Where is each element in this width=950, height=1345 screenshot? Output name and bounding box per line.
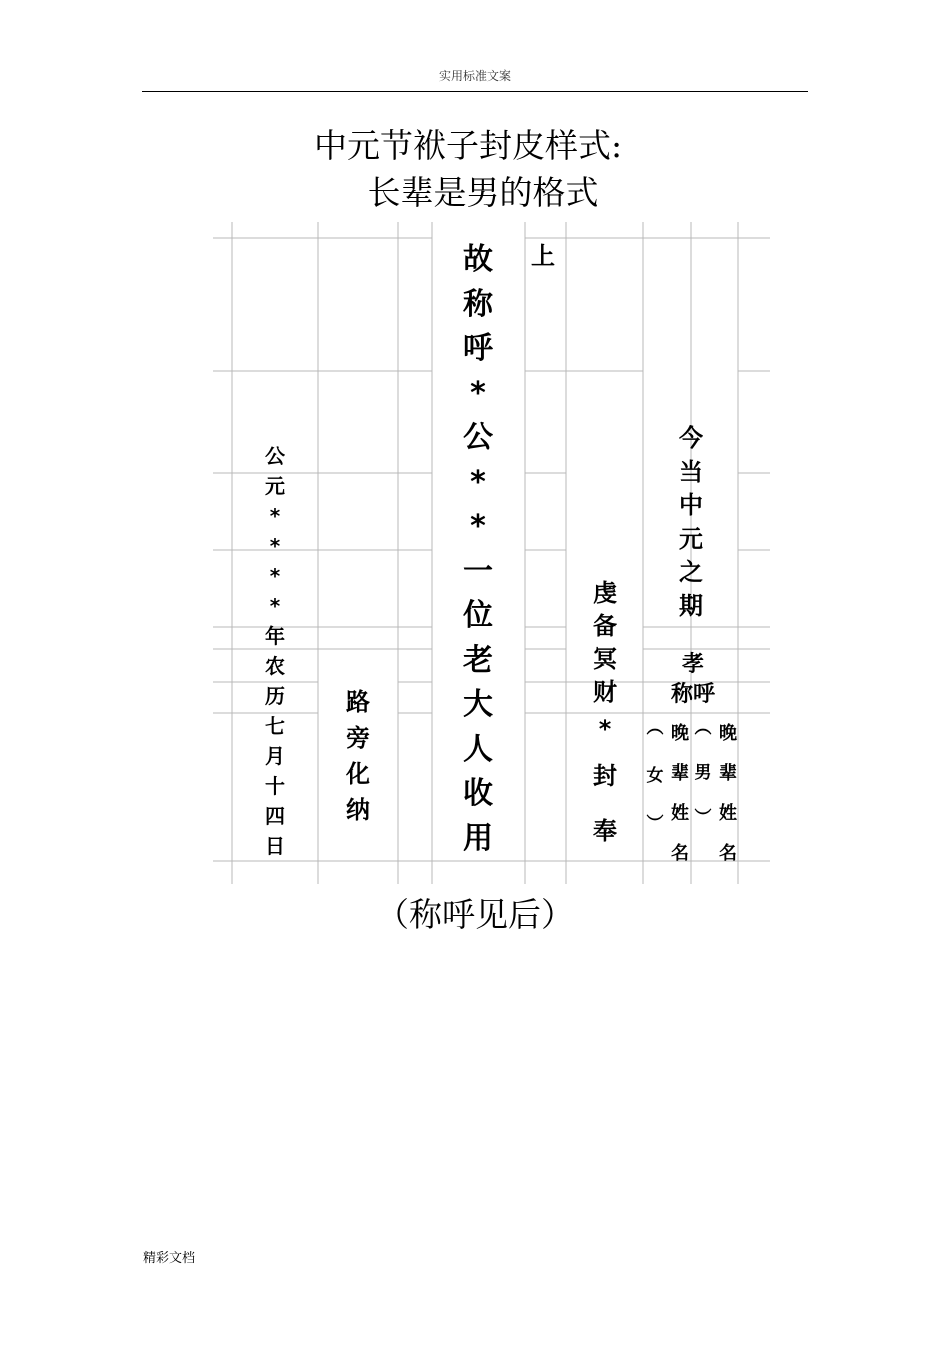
recipient-char: 老 bbox=[463, 642, 493, 678]
occasion-char: 中 bbox=[679, 491, 703, 519]
female-label: 女 bbox=[646, 766, 664, 786]
occasion-char: 当 bbox=[679, 457, 703, 486]
date-char: 农 bbox=[265, 654, 285, 678]
recipient-char: 呼 bbox=[463, 331, 493, 366]
recipient-char: * bbox=[470, 375, 486, 411]
offering-char: 冥 bbox=[593, 645, 617, 673]
occasion-char: 今 bbox=[679, 424, 703, 452]
recipient-char: 收 bbox=[463, 776, 493, 811]
occasion-char: 元 bbox=[679, 524, 703, 553]
recipient-char: 用 bbox=[463, 820, 493, 856]
offering-char: 奉 bbox=[593, 817, 617, 845]
male-paren-close: ︶ bbox=[694, 808, 712, 828]
recipient-char: 位 bbox=[463, 598, 493, 633]
filial-title: 称呼 bbox=[670, 682, 715, 707]
occasion-column bbox=[672, 422, 710, 623]
female-paren-close: ︶ bbox=[646, 814, 664, 834]
female-paren-column bbox=[644, 714, 666, 838]
male-name-char: 辈 bbox=[719, 763, 737, 784]
honorific-char: 上 bbox=[531, 242, 555, 270]
recipient-char: 故 bbox=[463, 242, 493, 277]
date-char: * bbox=[269, 534, 281, 558]
male-name-char: 姓 bbox=[719, 803, 737, 824]
envelope-form bbox=[205, 222, 775, 887]
date-char: * bbox=[269, 594, 281, 618]
male-paren-column bbox=[692, 714, 714, 832]
recipient-column bbox=[455, 238, 501, 861]
date-char: 日 bbox=[265, 834, 285, 858]
date-char: 月 bbox=[265, 744, 285, 768]
male-name-column bbox=[715, 714, 741, 874]
female-name-char: 晚 bbox=[671, 723, 689, 744]
recipient-char: 一 bbox=[463, 553, 493, 589]
header-divider bbox=[142, 91, 808, 92]
page-footer-text: 精彩文档 bbox=[143, 1251, 196, 1266]
date-char: 历 bbox=[265, 684, 285, 708]
date-char: 七 bbox=[265, 714, 285, 738]
offering-char: 虔 bbox=[593, 579, 617, 607]
female-name-char: 姓 bbox=[671, 803, 689, 824]
filial-label bbox=[651, 650, 735, 710]
male-name-char: 名 bbox=[719, 843, 737, 864]
date-char: 十 bbox=[265, 774, 285, 798]
burn-char: 旁 bbox=[346, 724, 370, 752]
burn-char: 化 bbox=[346, 760, 370, 788]
recipient-char: 公 bbox=[463, 420, 493, 455]
date-char: 元 bbox=[265, 474, 285, 498]
caption-see-titles: （称呼见后） bbox=[376, 895, 574, 934]
offering-char: 封 bbox=[593, 762, 617, 790]
honorific-up-column bbox=[527, 240, 559, 272]
page-subtitle: 长辈是男的格式 bbox=[367, 173, 599, 212]
recipient-char: 大 bbox=[463, 687, 493, 722]
female-name-column bbox=[668, 714, 692, 874]
recipient-char: 人 bbox=[463, 731, 493, 767]
offering-column bbox=[585, 577, 625, 848]
date-char: * bbox=[269, 564, 281, 588]
page-title: 中元节袱子封皮样式: bbox=[313, 126, 623, 165]
offering-char: 备 bbox=[593, 612, 617, 640]
burn-char: 路 bbox=[346, 688, 370, 716]
female-name-char: 辈 bbox=[671, 763, 689, 784]
page-header-text: 实用标准文案 bbox=[438, 69, 511, 83]
male-label: 男 bbox=[694, 763, 712, 783]
date-char: * bbox=[269, 504, 281, 528]
date-char: 年 bbox=[265, 624, 285, 648]
female-paren-open: ︵ bbox=[646, 718, 664, 738]
offering-char: 财 bbox=[593, 678, 617, 706]
date-column bbox=[256, 441, 294, 861]
date-char: 公 bbox=[265, 444, 285, 468]
date-char: 四 bbox=[265, 804, 285, 828]
filial-char: 孝 bbox=[681, 652, 704, 677]
offering-char: * bbox=[598, 715, 612, 743]
male-paren-open: ︵ bbox=[694, 718, 712, 738]
occasion-char: 之 bbox=[679, 558, 703, 586]
male-name-char: 晚 bbox=[719, 723, 737, 744]
burn-instruction-column bbox=[338, 684, 378, 828]
occasion-char: 期 bbox=[679, 591, 703, 620]
recipient-char: 称 bbox=[463, 286, 493, 322]
recipient-char: * bbox=[470, 509, 486, 544]
burn-char: 纳 bbox=[346, 796, 370, 824]
recipient-char: * bbox=[470, 464, 486, 500]
female-name-char: 名 bbox=[671, 843, 689, 864]
